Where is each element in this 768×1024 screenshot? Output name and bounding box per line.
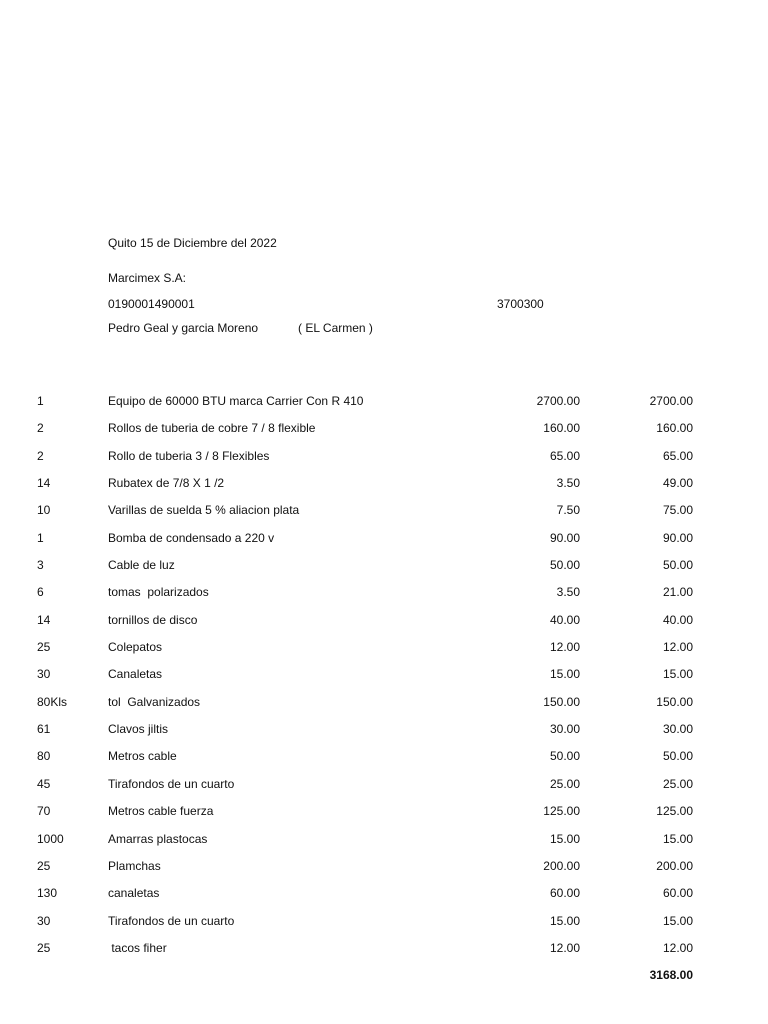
item-quantity: 25	[37, 640, 51, 655]
item-total: 12.00	[662, 640, 693, 655]
item-quantity: 80Kls	[37, 694, 68, 709]
item-row	[0, 394, 768, 421]
item-description: Rubatex de 7/8 X 1 /2	[108, 476, 225, 491]
item-total: 15.00	[662, 667, 693, 682]
item-unit-price: 160.00	[543, 421, 580, 436]
company-phone: 3700300	[497, 297, 544, 311]
item-unit-price: 15.00	[549, 831, 580, 846]
item-total: 40.00	[662, 612, 693, 627]
item-quantity: 25	[37, 940, 51, 955]
item-quantity: 1	[37, 394, 44, 408]
item-total: 50.00	[662, 558, 693, 573]
item-total: 160.00	[656, 421, 693, 436]
item-row	[0, 859, 768, 886]
item-row	[0, 804, 768, 831]
item-quantity: 3	[37, 558, 44, 573]
item-unit-price: 7.50	[556, 503, 580, 518]
item-description: Canaletas	[108, 667, 163, 682]
item-description: tomas polarizados	[108, 585, 209, 600]
item-description: tol Galvanizados	[108, 694, 201, 709]
item-unit-price: 15.00	[549, 913, 580, 928]
item-unit-price: 65.00	[549, 448, 580, 463]
item-total: 60.00	[662, 886, 693, 901]
item-unit-price: 60.00	[549, 886, 580, 901]
item-row	[0, 613, 768, 640]
item-unit-price: 50.00	[549, 749, 580, 764]
item-unit-price: 12.00	[549, 940, 580, 955]
item-row	[0, 558, 768, 585]
item-quantity: 6	[37, 585, 44, 600]
grand-total: 3168.00	[649, 968, 693, 982]
item-unit-price: 200.00	[543, 858, 580, 873]
item-description: Varillas de suelda 5 % aliacion plata	[108, 503, 300, 518]
item-row	[0, 722, 768, 749]
item-unit-price: 15.00	[549, 667, 580, 682]
item-description: Equipo de 60000 BTU marca Carrier Con R 410	[108, 394, 364, 408]
item-description: Tirafondos de un cuarto	[108, 913, 235, 928]
item-total: 200.00	[656, 858, 693, 873]
item-unit-price: 40.00	[549, 612, 580, 627]
item-quantity: 10	[37, 503, 51, 518]
item-unit-price: 125.00	[543, 804, 580, 819]
item-quantity: 70	[37, 804, 51, 819]
item-description: Amarras plastocas	[108, 831, 208, 846]
item-total: 25.00	[662, 776, 693, 791]
item-row	[0, 449, 768, 476]
item-row	[0, 421, 768, 448]
item-quantity: 45	[37, 776, 51, 791]
item-total: 125.00	[656, 804, 693, 819]
item-quantity: 30	[37, 913, 51, 928]
item-description: Colepatos	[108, 640, 163, 655]
item-unit-price: 3.50	[556, 585, 580, 600]
item-quantity: 2	[37, 421, 44, 436]
item-total: 75.00	[662, 503, 693, 518]
document-date: Quito 15 de Diciembre del 2022	[108, 236, 277, 250]
item-quantity: 14	[37, 612, 51, 627]
item-row	[0, 886, 768, 913]
item-description: Metros cable fuerza	[108, 804, 214, 819]
item-total: 49.00	[662, 476, 693, 491]
item-total: 15.00	[662, 831, 693, 846]
item-row	[0, 941, 768, 968]
item-total: 150.00	[656, 694, 693, 709]
company-name: Marcimex S.A:	[108, 271, 187, 285]
item-description: Plamchas	[108, 858, 161, 873]
item-description: Clavos jiltis	[108, 722, 169, 737]
item-description: Rollo de tuberia 3 / 8 Flexibles	[108, 448, 270, 463]
item-row	[0, 640, 768, 667]
company-ruc: 0190001490001	[108, 297, 195, 311]
item-description: Metros cable	[108, 749, 177, 764]
item-quantity: 2	[37, 448, 44, 463]
item-row	[0, 777, 768, 804]
item-total: 2700.00	[649, 394, 693, 408]
item-unit-price: 50.00	[549, 558, 580, 573]
item-total: 90.00	[662, 530, 693, 545]
item-unit-price: 12.00	[549, 640, 580, 655]
item-total: 12.00	[662, 940, 693, 955]
item-quantity: 130	[37, 886, 58, 901]
item-unit-price: 25.00	[549, 776, 580, 791]
item-quantity: 80	[37, 749, 51, 764]
item-row	[0, 914, 768, 941]
item-row	[0, 667, 768, 694]
item-description: tornillos de disco	[108, 612, 198, 627]
item-unit-price: 2700.00	[536, 394, 580, 408]
item-total: 50.00	[662, 749, 693, 764]
item-row	[0, 695, 768, 722]
item-total: 30.00	[662, 722, 693, 737]
items-list	[0, 394, 768, 968]
item-row	[0, 476, 768, 503]
item-unit-price: 3.50	[556, 476, 580, 491]
item-description: Tirafondos de un cuarto	[108, 776, 235, 791]
item-row	[0, 585, 768, 612]
item-description: Cable de luz	[108, 558, 175, 573]
item-description: canaletas	[108, 886, 160, 901]
item-quantity: 1	[37, 530, 44, 545]
item-description: Bomba de condensado a 220 v	[108, 530, 275, 545]
item-row	[0, 531, 768, 558]
item-row	[0, 832, 768, 859]
item-unit-price: 150.00	[543, 694, 580, 709]
item-quantity: 1000	[37, 831, 64, 846]
item-total: 15.00	[662, 913, 693, 928]
item-unit-price: 30.00	[549, 722, 580, 737]
item-description: Rollos de tuberia de cobre 7 / 8 flexible	[108, 421, 316, 436]
item-unit-price: 90.00	[549, 530, 580, 545]
item-description: tacos fiher	[108, 940, 167, 955]
item-row	[0, 503, 768, 530]
item-quantity: 25	[37, 858, 51, 873]
item-total: 21.00	[662, 585, 693, 600]
company-address: Pedro Geal y garcia Moreno	[108, 321, 259, 335]
item-quantity: 30	[37, 667, 51, 682]
item-quantity: 61	[37, 722, 51, 737]
company-sector: ( EL Carmen )	[298, 321, 373, 335]
item-total: 65.00	[662, 448, 693, 463]
item-quantity: 14	[37, 476, 51, 491]
item-row	[0, 749, 768, 776]
